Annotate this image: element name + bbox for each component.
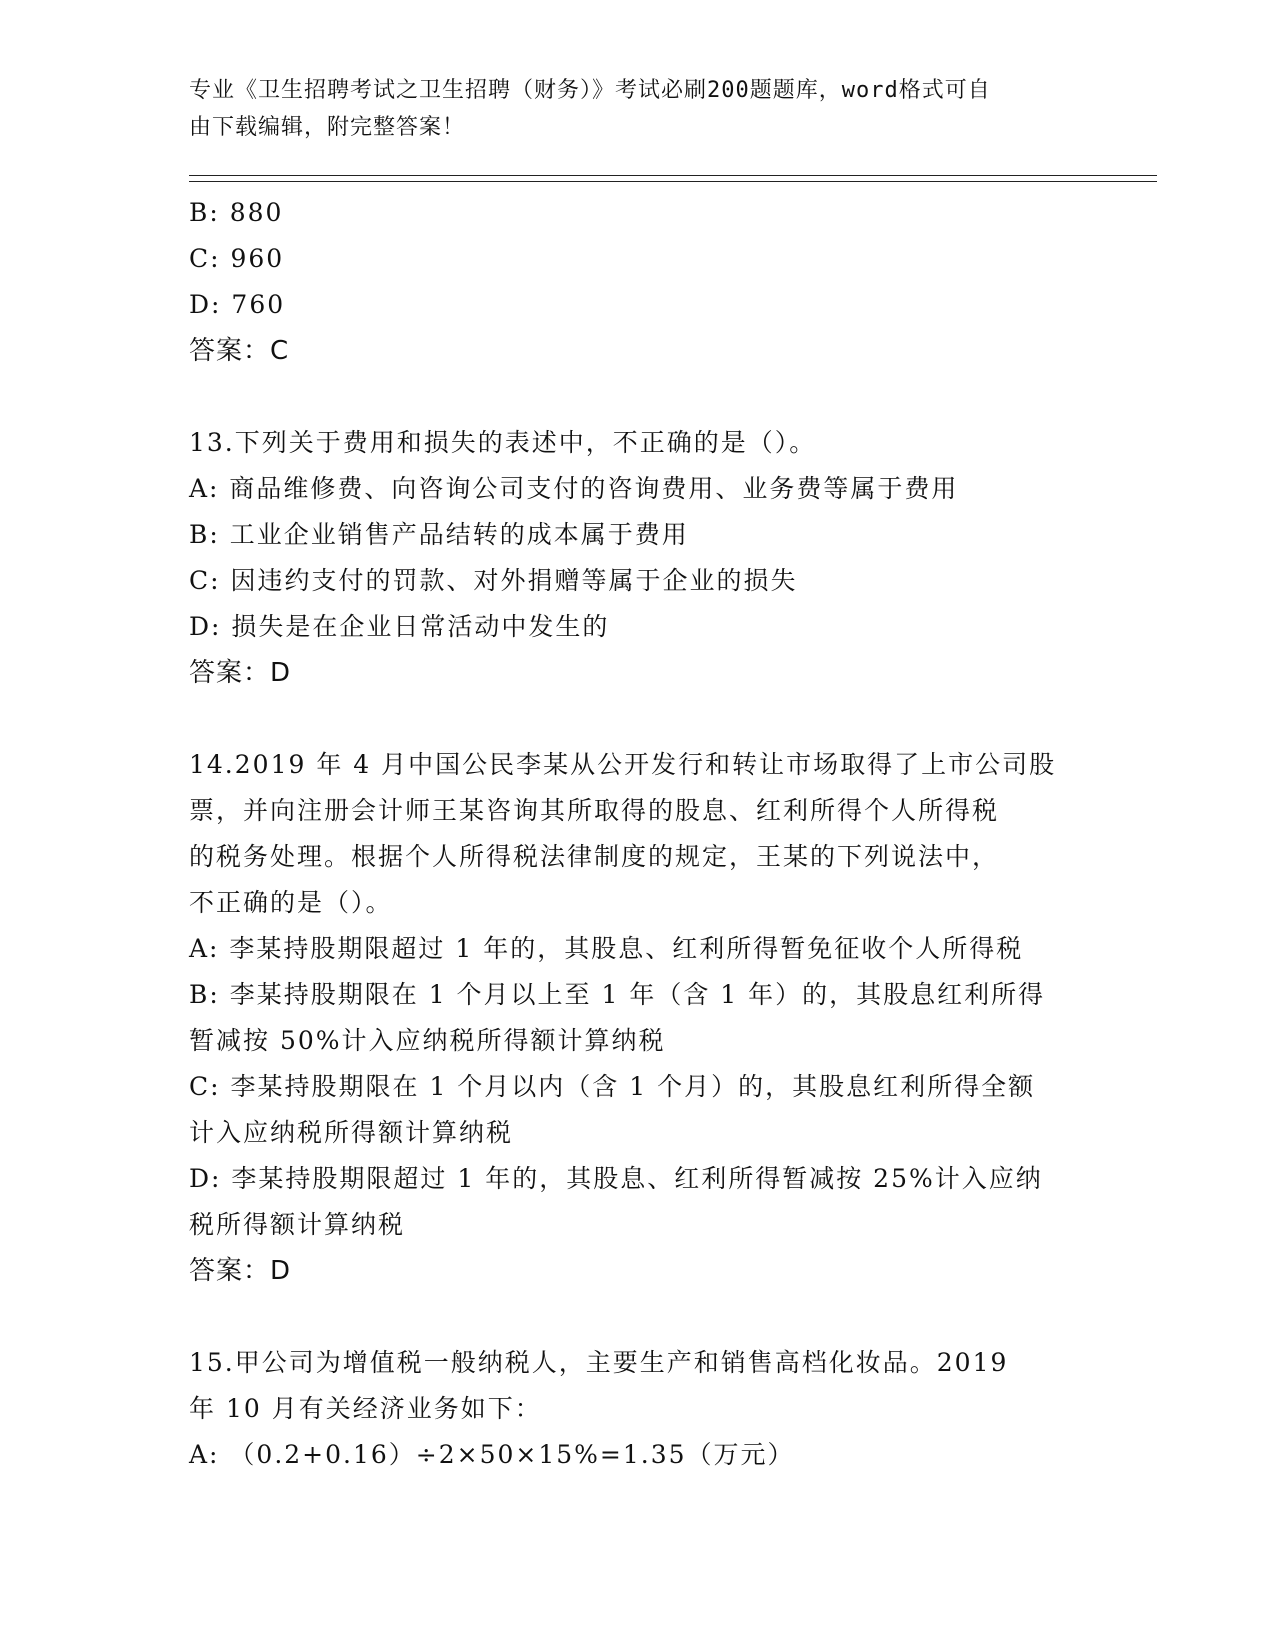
option-c-line-2: 计入应纳税所得额计算纳税 [189, 1118, 514, 1147]
header-divider-top [189, 175, 1157, 176]
question-content [189, 190, 1089, 1478]
header-line-2: 由下载编辑，附完整答案！ [189, 115, 466, 140]
spacer [189, 696, 1089, 742]
spacer [189, 374, 1089, 420]
question-stem-line-2: 年 10 月有关经济业务如下： [189, 1394, 542, 1423]
spacer [189, 1294, 1089, 1340]
question-15 [189, 1340, 1089, 1478]
option-b-line-1: B: 李某持股期限在 1 个月以上至 1 年（含 1 年）的，其股息红利所得 [189, 980, 1046, 1009]
option-a: A: （0.2+0.16）÷2×50×15%=1.35（万元） [189, 1440, 795, 1469]
header-line-1: 专业《卫生招聘考试之卫生招聘（财务）》考试必刷200题题库，word格式可自 [189, 78, 991, 103]
question-13 [189, 420, 1089, 696]
answer: 答案：D [189, 1256, 292, 1286]
option-d-line-2: 税所得额计算纳税 [189, 1210, 406, 1239]
question-stem: 13.下列关于费用和损失的表述中，不正确的是（）。 [189, 428, 817, 457]
answer: 答案：D [189, 658, 292, 688]
question-stem-line-4: 不正确的是（）。 [189, 888, 393, 917]
option-d-line-1: D: 李某持股期限超过 1 年的，其股息、红利所得暂减按 25%计入应纳 [189, 1164, 1043, 1193]
question-stem-line-3: 的税务处理。根据个人所得税法律制度的规定，王某的下列说法中， [189, 842, 1000, 871]
answer: 答案：C [189, 336, 290, 366]
header-divider-bottom [189, 181, 1157, 182]
question-stem-line-1: 15.甲公司为增值税一般纳税人，主要生产和销售高档化妆品。2019 [189, 1348, 1009, 1377]
option-c: C: 960 [189, 244, 285, 273]
option-c: C: 因违约支付的罚款、对外捐赠等属于企业的损失 [189, 566, 798, 595]
question-12-tail [189, 190, 1089, 374]
option-d: D: 760 [189, 290, 286, 319]
document-header [189, 72, 1089, 146]
option-a: A: 商品维修费、向咨询公司支付的咨询费用、业务费等属于费用 [189, 474, 959, 503]
question-stem-line-1: 14.2019 年 4 月中国公民李某从公开发行和转让市场取得了上市公司股 [189, 750, 1057, 779]
option-b-line-2: 暂减按 50%计入应纳税所得额计算纳税 [189, 1026, 666, 1055]
option-a: A: 李某持股期限超过 1 年的，其股息、红利所得暂免征收个人所得税 [189, 934, 1024, 963]
option-d: D: 损失是在企业日常活动中发生的 [189, 612, 610, 641]
option-b: B: 工业企业销售产品结转的成本属于费用 [189, 520, 689, 549]
option-b: B: 880 [189, 198, 284, 227]
option-c-line-1: C: 李某持股期限在 1 个月以内（含 1 个月）的，其股息红利所得全额 [189, 1072, 1036, 1101]
question-stem-line-2: 票，并向注册会计师王某咨询其所取得的股息、红利所得个人所得税 [189, 796, 1000, 825]
question-14 [189, 742, 1089, 1294]
